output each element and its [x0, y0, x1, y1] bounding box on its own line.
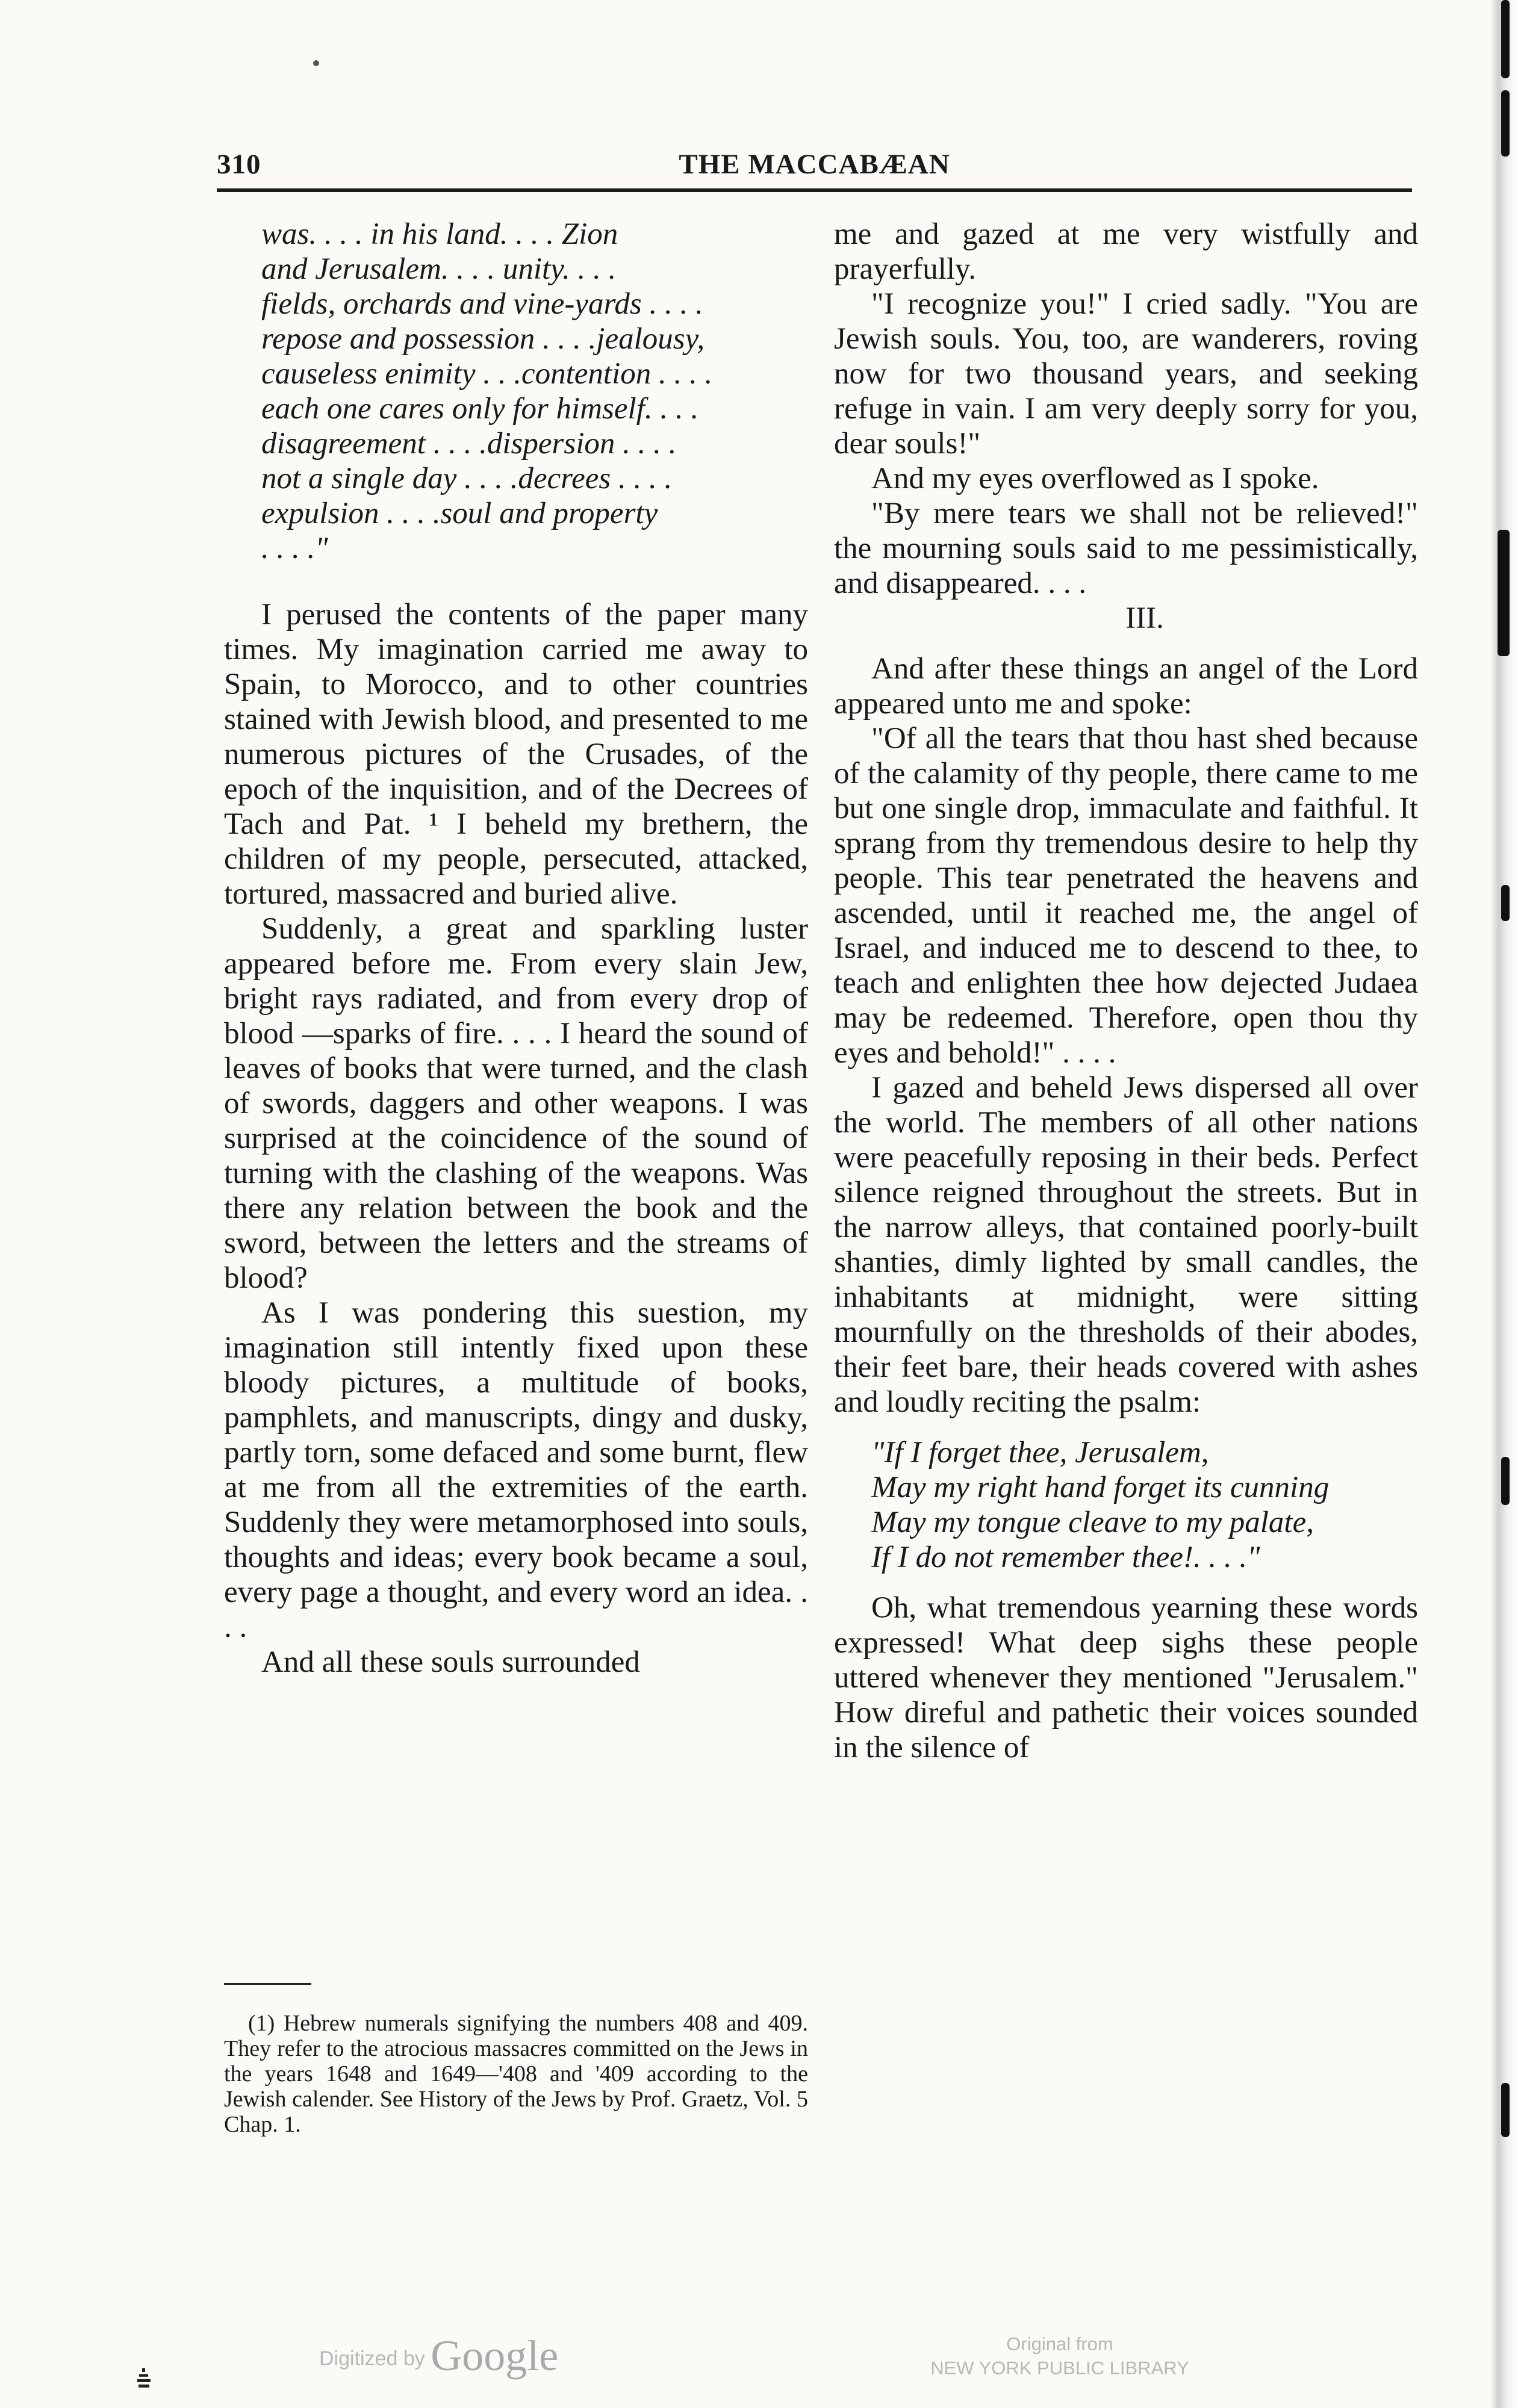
- italic-line: was. . . . in his land. . . . Zion: [261, 217, 618, 251]
- ink-speck: [313, 60, 319, 66]
- paragraph: As I was pondering this suestion, my imagination still intently fixed upon these bloody pictures, a multitude of books, pamphlets, and manuscripts, dingy and dusky, partly torn, some defaced and some burnt, flew at me from all the extremities of the earth. Suddenly they were metamorphosed into souls, thoughts and ideas; every book became a soul, every page a thought, and every word an idea. . . .: [224, 1296, 808, 1644]
- italic-line: expulsion . . . .soul and property: [261, 497, 658, 530]
- original-from-label: Original from: [1006, 2333, 1113, 2354]
- page-edge: [1490, 0, 1518, 2408]
- paragraph: I gazed and beheld Jews dispersed all over the world. The members of all other nations were peacefully reposing in their beds. Perfect silence reigned throughout the streets. But in the narrow alleys, that contained poorly-built shanties, dimly lighted by small candles, the inhabitants at midnight, were sitting mournfully on the thresholds of their abodes, their feet bare, their heads covered with ashes and loudly reciting the psalm:: [834, 1071, 1418, 1419]
- right-column: [834, 217, 1418, 1765]
- paragraph: Oh, what tremendous yearning these words expressed! What deep sighs these people uttered whenever they mentioned "Jerusalem." How direful and pathetic their voices sounded in the silence of: [834, 1591, 1418, 1764]
- italic-line: fields, orchards and vine-yards . . . .: [261, 287, 703, 321]
- footnote-text: (1) Hebrew numerals signifying the numbers 408 and 409. They refer to the atrocious massacres committed on the Jews in the years 1648 and 1649—'408 and '409 according to the Jewish calender. See History of the Jews by Prof. Graetz, Vol. 5 Chap. 1.: [224, 2011, 808, 2137]
- section-heading: III.: [1125, 601, 1164, 635]
- binding-mark: [1501, 2083, 1510, 2137]
- google-logo: Google: [431, 2332, 559, 2380]
- scan-artifact-icon: [137, 2368, 151, 2390]
- binding-mark: [1501, 885, 1510, 921]
- binding-mark: [1501, 90, 1510, 157]
- paragraph: "I recognize you!" I cried sadly. "You are Jewish souls. You, too, are wanderers, roving now for two thousand years, and seeking refuge in vain. I am very deeply sorry for you, dear souls!": [834, 287, 1418, 461]
- paragraph: And my eyes overflowed as I spoke.: [871, 462, 1319, 495]
- header-rule: [217, 188, 1412, 192]
- binding-mark: [1501, 0, 1510, 78]
- footnote: [224, 2011, 808, 2137]
- italic-line: disagreement . . . .dispersion . . . .: [261, 427, 677, 461]
- italic-line: not a single day . . . .decrees . . . .: [261, 462, 673, 495]
- digitized-prefix: Digitized by: [319, 2347, 425, 2370]
- running-title: THE MACCABÆAN: [679, 149, 950, 180]
- verse-line: May my tongue cleave to my palate,: [871, 1506, 1314, 1539]
- page-number: 310: [217, 149, 261, 180]
- italic-line: each one cares only for himself. . . .: [261, 392, 699, 426]
- verse-line: "If I forget thee, Jerusalem,: [871, 1436, 1209, 1469]
- verse-line: If I do not remember thee!. . . .": [871, 1541, 1260, 1574]
- binding-mark: [1501, 1457, 1510, 1505]
- italic-line: . . . .": [261, 532, 328, 565]
- paragraph: Suddenly, a great and sparkling luster appeared before me. From every slain Jew, bright rays radiated, and from every drop of blood —sparks of fire. . . . I heard the sound of leaves of books that were turned, and the clash of swords, daggers and other weapons. I was surprised at the coincidence of the sound of turning with the clashing of the weapons. Was there any relation between the book and the sword, between the letters and the streams of blood?: [224, 912, 808, 1295]
- italic-line: causeless enimity . . .contention . . . .: [261, 357, 713, 391]
- paragraph: And after these things an angel of the Lord appeared unto me and spoke:: [834, 652, 1418, 721]
- paragraph: I perused the contents of the paper many times. My imagination carried me away to Spain, to Morocco, and to other countries stained with Jewish blood, and presented to me numerous pictures of the Crusades, of the epoch of the inquisition, and of the Decrees of Tach and Pat. ¹ I beheld my brethern, the children of my people, persecuted, attacked, tortured, massacred and buried alive.: [224, 598, 808, 911]
- italic-line: repose and possession . . . .jealousy,: [261, 322, 705, 356]
- paragraph: And all these souls surrounded: [261, 1645, 640, 1679]
- original-source-watermark: [891, 2332, 1228, 2380]
- footnote-rule: [224, 1983, 311, 1985]
- paragraph: "Of all the tears that thou hast shed because of the calamity of thy people, there came to me but one single drop, immaculate and faithful. It sprang from thy tremendous desire to help thy people. This tear penetrated the heavens and ascended, until it reached me, the angel of Israel, and induced me to descend to thee, to teach and enlighten thee how dejected Judaea may be redeemed. Therefore, open thou thy eyes and behold!" . . . .: [834, 722, 1418, 1070]
- verse-line: May my right hand forget its cunning: [871, 1471, 1330, 1504]
- left-column: [224, 217, 808, 1680]
- library-name: NEW YORK PUBLIC LIBRARY: [930, 2357, 1189, 2379]
- page-header: [217, 148, 1412, 182]
- digitized-watermark: [319, 2331, 558, 2381]
- binding-mark: [1498, 530, 1510, 656]
- italic-line: and Jerusalem. . . . unity. . . .: [261, 252, 617, 286]
- paragraph: "By mere tears we shall not be relieved!" the mourning souls said to me pessimistically, and disappeared. . . .: [834, 497, 1418, 600]
- paragraph: me and gazed at me very wistfully and prayerfully.: [834, 217, 1418, 286]
